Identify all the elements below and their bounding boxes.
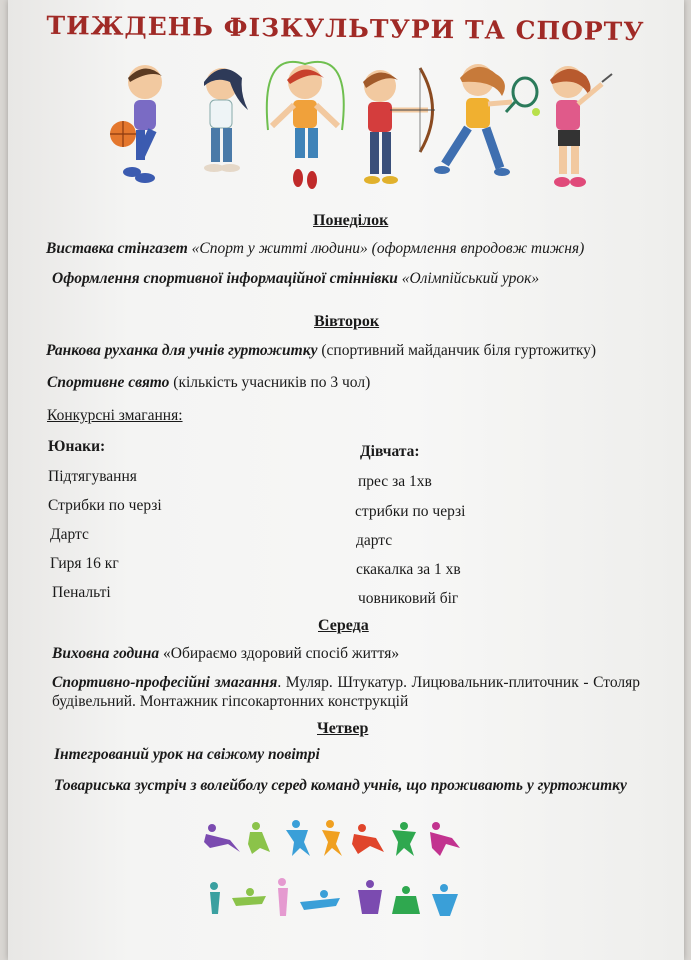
thursday-heading: Четвер xyxy=(317,720,369,737)
boys-item: Підтягування xyxy=(48,468,137,485)
wednesday-item-1-bold: Виховна година xyxy=(52,645,160,662)
girls-item: човниковий біг xyxy=(358,590,459,607)
monday-item-1-bold: Виставка стінгазет xyxy=(46,240,188,257)
boys-item: Гиря 16 кг xyxy=(50,555,119,572)
tuesday-item-1-bold: Ранкова руханка для учнів гуртожитку xyxy=(46,342,318,359)
monday-item-2-rest: «Олімпійський урок» xyxy=(397,270,540,287)
girls-item: дартс xyxy=(356,532,393,549)
contests-label: Конкурсні змагання: xyxy=(47,407,183,424)
boys-item: Дартс xyxy=(50,526,89,543)
basketball-kid-icon xyxy=(110,65,162,183)
tuesday-heading: Вівторок xyxy=(314,313,380,330)
wednesday-item-2 xyxy=(52,673,640,711)
golf-kid-icon xyxy=(550,66,612,187)
wednesday-item-2-rest: . Муляр. Штукатур. Лицювальник-плиточник - Столяр будівельний. Монтажник гіпсокартонних конструкцій xyxy=(52,674,640,710)
girls-item: стрибки по черзі xyxy=(355,503,466,520)
tuesday-item-2-rest: (кількість учасників по 3 чол) xyxy=(169,374,371,391)
thursday-item-2: Товариська зустріч з волейболу серед команд учнів, що проживають у гуртожитку xyxy=(54,777,627,794)
tuesday-item-1 xyxy=(46,342,596,360)
poster-title: ТИЖДЕНЬ ФІЗКУЛЬТУРИ ТА СПОРТУ xyxy=(46,10,645,47)
girls-item: скакалка за 1 хв xyxy=(356,561,461,578)
wednesday-item-1-rest: «Обираємо здоровий спосіб життя» xyxy=(159,645,400,662)
kids-illustration xyxy=(90,60,620,195)
monday-heading: Понеділок xyxy=(313,212,389,229)
monday-item-1 xyxy=(46,240,584,258)
wednesday-heading: Середа xyxy=(318,617,369,634)
monday-item-2-bold: Оформлення спортивної інформаційної стіннівки xyxy=(52,270,398,287)
wednesday-item-1 xyxy=(52,645,399,663)
boys-item: Стрибки по черзі xyxy=(48,497,162,514)
tuesday-item-1-rest: (спортивний майданчик біля гуртожитку) xyxy=(317,342,597,359)
monday-item-1-rest: «Спорт у житті людини» (оформлення впродовж тижня) xyxy=(187,240,585,257)
archery-kid-icon xyxy=(363,68,435,184)
tuesday-item-2-bold: Спортивне свято xyxy=(47,374,170,391)
tennis-kid-icon xyxy=(434,64,540,176)
girl-kid-icon xyxy=(204,68,248,172)
boys-item: Пенальті xyxy=(52,584,111,601)
girls-item: прес за 1хв xyxy=(358,473,432,490)
jump-rope-kid-icon xyxy=(267,62,344,189)
monday-item-2 xyxy=(52,270,539,288)
tuesday-item-2 xyxy=(47,374,370,392)
thursday-item-1: Інтегрований урок на свіжому повітрі xyxy=(54,746,320,763)
sports-silhouettes-icon xyxy=(200,818,480,928)
girls-heading: Дівчата: xyxy=(360,443,420,460)
boys-heading: Юнаки: xyxy=(48,438,106,455)
wednesday-item-2-bold: Спортивно-професійні змагання xyxy=(52,674,278,691)
